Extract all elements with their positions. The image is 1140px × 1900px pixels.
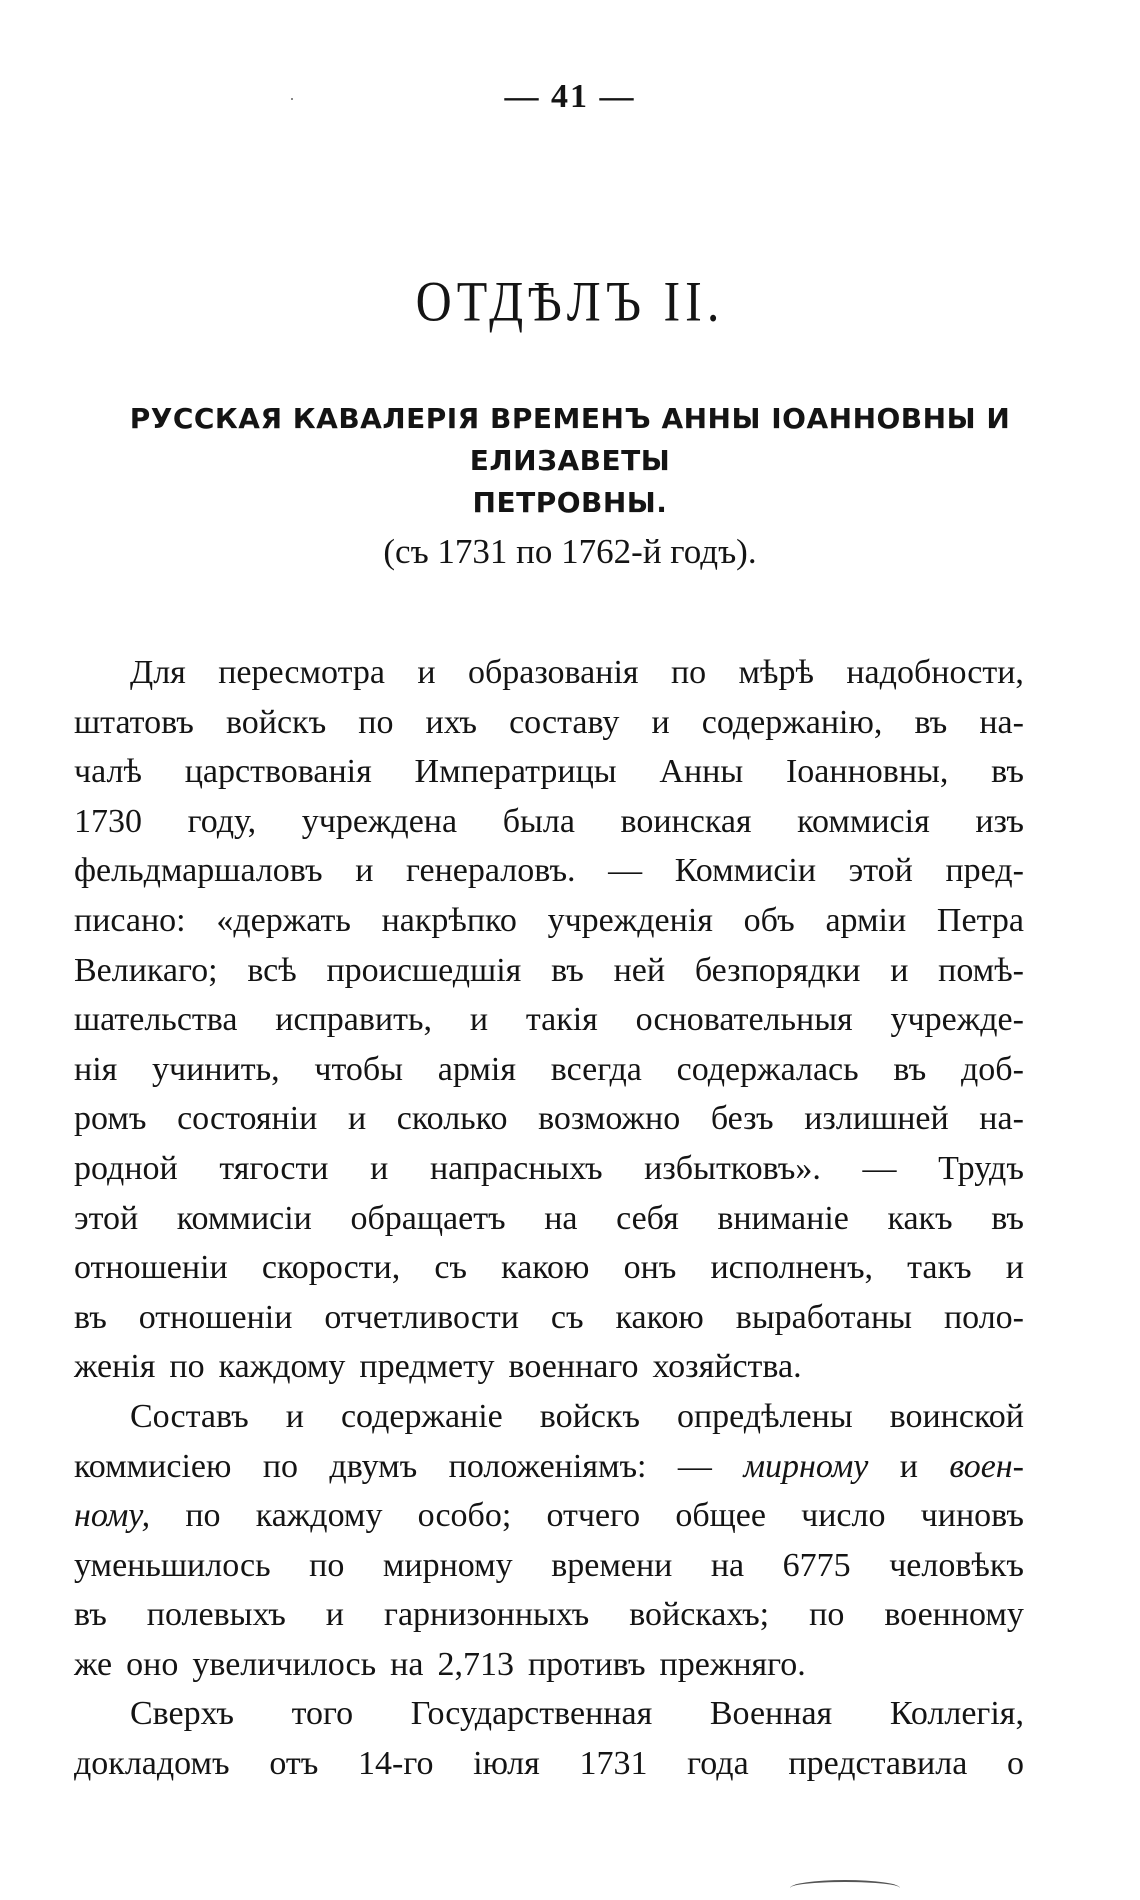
word: отъ [269,1745,319,1783]
word: Составъ [130,1397,249,1435]
word: въ [551,951,584,989]
word: Коммисіи [674,852,817,890]
word: ромъ [74,1100,147,1138]
word: чалѣ [74,753,142,791]
text-line [74,648,1024,698]
word: основательныя [635,1001,853,1039]
word: съ [550,1298,584,1336]
word: учреждена [301,802,458,840]
text-line [74,1194,1024,1244]
word: въ [893,1050,927,1088]
word: Петра [936,901,1024,939]
text-line [74,1392,1024,1442]
word: въ [991,1199,1024,1237]
word: того [291,1695,354,1733]
word: поло- [943,1298,1024,1336]
word: и [370,1149,389,1187]
word: такія [525,1001,598,1039]
word: содержанію, [701,703,883,741]
word: военнаго [508,1348,639,1386]
word: надобности, [846,654,1024,691]
word: гарнизонныхъ [384,1596,590,1634]
word: и [651,703,670,741]
word: излишней [804,1100,949,1138]
word: 14-го [358,1745,434,1783]
word: ней [613,951,666,989]
word: образованія [467,654,639,691]
text-line [74,846,1024,896]
word: военному [884,1596,1024,1634]
word: исправить, [275,1001,432,1039]
word: и [355,852,374,890]
word: 6775 [782,1546,851,1584]
word: помѣ- [938,951,1024,989]
word: учрежденія [547,901,713,939]
word: себя [616,1199,679,1237]
word: такъ [907,1249,972,1287]
word: Великаго; [74,951,218,989]
word: же [74,1645,113,1683]
text-line [74,1590,1024,1640]
word: арміи [825,901,907,939]
word: доб- [960,1050,1024,1088]
word: году, [187,802,257,840]
word: вниманіе [717,1199,849,1237]
word: представила [788,1745,968,1783]
word: времени [551,1546,673,1584]
word: коммисіею [74,1447,232,1485]
word: на- [979,703,1024,741]
word: — [677,1447,712,1485]
text-line [74,1045,1024,1095]
text-line [74,1541,1024,1591]
chapter-subtitle [60,398,1080,524]
word: Военная [709,1695,833,1733]
word: и [285,1397,304,1435]
word: Сверхъ [130,1695,234,1733]
word: на [390,1645,424,1683]
subtitle-line: РУССКАЯ КАВАЛЕРІЯ ВРЕМЕНЪ АННЫ ІОАННОВНЫ И ЕЛИЗАВЕТЫ [129,402,1011,477]
word: какою [615,1298,704,1336]
section-title: ОТДѢЛЪ II. [415,268,725,334]
word: 1731 [579,1745,648,1783]
word: каждому [218,1348,346,1386]
word: напрасныхъ [429,1149,603,1187]
word: и [469,1001,489,1039]
word: Анны [659,753,744,791]
word: по [358,703,394,741]
word: и [890,951,909,989]
word: — [862,1149,897,1187]
text-line [74,1640,1024,1690]
word: и [899,1447,918,1485]
word: пред- [945,852,1024,890]
word: сколько [396,1100,508,1138]
word: по [809,1596,845,1634]
word: Коллегія, [889,1695,1024,1733]
word: въ [74,1596,107,1634]
word: и [325,1596,344,1634]
word: происшедшія [326,951,522,989]
word: генераловъ. [406,852,576,890]
emphasized-word: воен- [949,1447,1024,1485]
word: общее [675,1497,766,1535]
word: двумъ [329,1447,418,1485]
word: содержалась [676,1050,859,1088]
page-number: — 41 — [504,78,636,115]
word: была [502,802,575,840]
word: предмету [359,1348,495,1386]
word: мѣрѣ [738,654,814,691]
word: царствованія [184,753,372,791]
word: увеличилось [192,1645,377,1683]
word: выработаны [735,1298,913,1336]
word: отношеніи [138,1298,293,1336]
word: хозяйства. [652,1348,802,1386]
word: по [262,1447,299,1485]
word: шательства [74,1001,238,1039]
word: Государственная [410,1695,653,1733]
word: чиновъ [920,1497,1024,1535]
word: объ [743,901,795,939]
word: съ [434,1249,468,1287]
word: содержаніе [340,1397,503,1435]
word: этой [848,852,913,890]
word: безпорядки [694,951,861,989]
text-line [74,1094,1024,1144]
word: 1730 [74,802,142,840]
word: на [544,1199,578,1237]
word: родной [74,1149,178,1187]
word: по [309,1546,345,1584]
text-line [74,1342,1024,1392]
word: положеніямъ: [448,1447,647,1485]
word: Императрицы [414,753,617,791]
word: по [670,654,707,691]
year-range: (съ 1731 по 1762-й годъ). [383,532,757,571]
word: избытковъ». [644,1149,821,1187]
word: 2,713 [437,1645,514,1683]
word: коммисія [797,802,930,840]
word: въ [991,753,1024,791]
word: писано: [74,901,186,939]
word: воинская [620,802,752,840]
body-text [74,648,1024,1789]
word: штатовъ [74,703,194,741]
word: исполненъ, [710,1249,874,1287]
text-line [74,1491,1024,1541]
ink-smudge [790,1880,900,1896]
word: составу [509,703,620,741]
word: Для [130,654,186,691]
word: накрѣпко [381,901,517,939]
word: войскахъ; [629,1596,770,1634]
word: оно [126,1645,179,1683]
text-line [74,797,1024,847]
word: въ [74,1298,107,1336]
subtitle-line: ПЕТРОВНЫ. [472,486,668,519]
text-line [74,1442,1024,1492]
word: человѣкъ [889,1546,1024,1584]
word: по [169,1348,205,1386]
word: обращаетъ [350,1199,506,1237]
word: какою [501,1249,590,1287]
word: этой [74,1199,139,1237]
word: и [347,1100,367,1138]
word: по [185,1497,221,1535]
word: и [1005,1249,1024,1287]
emphasized-word: ному, [74,1497,151,1535]
word: отчетливости [324,1298,519,1336]
word: отчего [546,1497,641,1535]
word: Іоанновны, [785,753,949,791]
word: докладомъ [74,1745,230,1783]
emphasized-word: мирному [743,1447,869,1485]
word: на- [979,1100,1024,1138]
word: какъ [887,1199,953,1237]
word: скорости, [261,1249,401,1287]
word: уменьшилось [74,1546,271,1584]
text-line [74,1243,1024,1293]
word: онъ [623,1249,677,1287]
text-line [74,1144,1024,1194]
word: всегда [550,1050,642,1088]
word: воинской [889,1397,1024,1435]
word: состояніи [177,1100,318,1138]
word: ихъ [425,703,478,741]
word: учрежде- [890,1001,1024,1039]
word: нія [74,1050,118,1088]
text-line [74,1739,1024,1789]
word: года [687,1745,749,1783]
word: возможно [538,1100,681,1138]
word: — [608,852,643,890]
word: тягости [219,1149,329,1187]
word: учинить, [152,1050,280,1088]
word: опредѣлены [676,1397,853,1435]
word: и [417,654,436,691]
text-line [74,896,1024,946]
word: всѣ [247,951,297,989]
word: особо; [417,1497,512,1535]
word: число [801,1497,886,1535]
word: полевыхъ [146,1596,286,1634]
word: фельдмаршаловъ [74,852,323,890]
text-line [74,946,1024,996]
word: коммисіи [176,1199,312,1237]
word: чтобы [314,1050,404,1088]
word: каждому [255,1497,383,1535]
word: прежняго. [659,1645,806,1683]
text-line [74,1293,1024,1343]
word: на [710,1546,745,1584]
word: изъ [975,802,1024,840]
word: пересмотра [218,654,385,691]
word: армія [437,1050,516,1088]
word: противъ [527,1645,646,1683]
word: «держать [216,901,351,939]
word: войскъ [225,703,327,741]
word: войскъ [539,1397,640,1435]
word: безъ [710,1100,774,1138]
word: о [1007,1745,1024,1783]
word: въ [914,703,948,741]
word: отношеніи [74,1249,228,1287]
word: Трудъ [938,1149,1024,1187]
word: женія [74,1348,156,1386]
word: мирному [382,1546,513,1584]
text-line [74,995,1024,1045]
text-line [74,1689,1024,1739]
text-line [74,698,1024,748]
word: іюля [473,1745,540,1783]
text-line [74,747,1024,797]
